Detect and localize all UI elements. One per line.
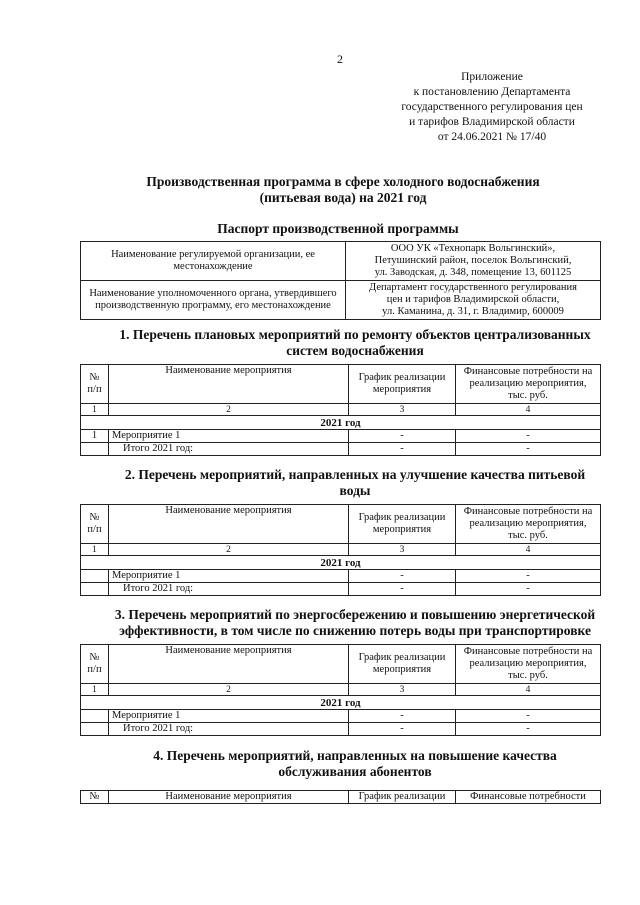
value-line: ул. Заводская, д. 348, помещение 13, 601125 <box>374 267 572 278</box>
heading-line: эффективности, в том числе по снижению потерь воды при транспортировке <box>119 623 591 638</box>
col-number: 4 <box>456 684 601 696</box>
col-number: 2 <box>109 684 349 696</box>
row-total-label: Итого 2021 год: <box>109 443 349 456</box>
appendix-line: к постановлению Департамента <box>413 86 571 98</box>
appendix-block <box>380 70 604 145</box>
year-label: 2021 год <box>81 696 601 710</box>
passport-label: Наименование регулируемой организации, ее местонахождение <box>81 242 346 281</box>
section-1-heading <box>95 327 615 359</box>
passport-title: Паспорт производственной программы <box>217 221 459 236</box>
title-line: Производственная программа в сфере холодного водоснабжения <box>146 174 540 189</box>
col-header-finance: Финансовые потребности на реализацию мероприятия, тыс. руб. <box>456 505 601 544</box>
column-number-row <box>81 404 601 416</box>
heading-line: 2. Перечень мероприятий, направленных на улучшение качества питьевой <box>124 467 586 482</box>
passport-value <box>346 242 601 281</box>
section-3-table <box>80 644 601 736</box>
row-num <box>81 443 109 456</box>
table-row <box>81 583 601 596</box>
col-number: 1 <box>81 404 109 416</box>
value-line: цен и тарифов Владимирской области, <box>386 294 560 305</box>
col-header-finance: Финансовые потребности <box>456 791 601 804</box>
table-row <box>81 281 601 320</box>
section-3-heading <box>95 607 615 639</box>
row-num <box>81 583 109 596</box>
col-number: 3 <box>349 684 456 696</box>
row-finance: - <box>456 570 601 583</box>
col-number: 1 <box>81 544 109 556</box>
row-total-label: Итого 2021 год: <box>109 723 349 736</box>
table-row <box>81 430 601 443</box>
table-row <box>81 570 601 583</box>
row-finance: - <box>456 710 601 723</box>
row-num <box>81 710 109 723</box>
row-schedule: - <box>349 583 456 596</box>
heading-line: 1. Перечень плановых мероприятий по ремонту объектов централизованных <box>119 327 591 342</box>
col-header-num: № п/п <box>81 645 109 684</box>
row-total-label: Итого 2021 год: <box>109 583 349 596</box>
col-header-finance: Финансовые потребности на реализацию мероприятия, тыс. руб. <box>456 645 601 684</box>
section-2-heading <box>95 467 615 499</box>
page-number: 2 <box>337 52 343 66</box>
row-finance: - <box>456 443 601 456</box>
section-4-heading <box>95 748 615 780</box>
row-num: 1 <box>81 430 109 443</box>
row-num <box>81 570 109 583</box>
col-header-schedule: График реализации мероприятия <box>349 505 456 544</box>
value-line: Департамент государственного регулирования <box>369 282 577 293</box>
row-name: Мероприятие 1 <box>109 570 349 583</box>
row-schedule: - <box>349 570 456 583</box>
row-name: Мероприятие 1 <box>109 710 349 723</box>
col-number: 4 <box>456 404 601 416</box>
col-header-name: Наименование мероприятия <box>109 791 349 804</box>
year-row <box>81 556 601 570</box>
heading-line: обслуживания абонентов <box>278 764 432 779</box>
table-row <box>81 710 601 723</box>
section-1-table <box>80 364 601 456</box>
header-row <box>81 365 601 404</box>
col-header-finance: Финансовые потребности на реализацию мероприятия, тыс. руб. <box>456 365 601 404</box>
heading-line: 4. Перечень мероприятий, направленных на повышение качества <box>153 748 557 763</box>
passport-value <box>346 281 601 320</box>
col-header-schedule: График реализации <box>349 791 456 804</box>
column-number-row <box>81 544 601 556</box>
appendix-line: и тарифов Владимирской области <box>409 116 575 128</box>
col-header-name: Наименование мероприятия <box>109 505 349 544</box>
title-line: (питьевая вода) на 2021 год <box>259 190 427 205</box>
table-row <box>81 723 601 736</box>
col-number: 2 <box>109 544 349 556</box>
document-title <box>78 174 608 206</box>
header-row <box>81 791 601 804</box>
row-schedule: - <box>349 430 456 443</box>
col-header-schedule: График реализации мероприятия <box>349 365 456 404</box>
year-label: 2021 год <box>81 556 601 570</box>
header-row <box>81 645 601 684</box>
col-number: 3 <box>349 544 456 556</box>
year-label: 2021 год <box>81 416 601 430</box>
section-2-table <box>80 504 601 596</box>
col-header-name: Наименование мероприятия <box>109 365 349 404</box>
section-4-table <box>80 790 601 804</box>
table-row <box>81 443 601 456</box>
appendix-line: государственного регулирования цен <box>401 101 583 113</box>
heading-line: 3. Перечень мероприятий по энергосбережению и повышению энергетической <box>114 607 596 622</box>
row-schedule: - <box>349 443 456 456</box>
year-row <box>81 416 601 430</box>
row-finance: - <box>456 583 601 596</box>
col-header-num: № п/п <box>81 365 109 404</box>
col-header-schedule: График реализации мероприятия <box>349 645 456 684</box>
passport-label: Наименование уполномоченного органа, утвердившего производственную программу, его местонахождение <box>81 281 346 320</box>
row-schedule: - <box>349 723 456 736</box>
value-line: ул. Каманина, д. 31, г. Владимир, 600009 <box>382 306 564 317</box>
header-row <box>81 505 601 544</box>
row-num <box>81 723 109 736</box>
row-schedule: - <box>349 710 456 723</box>
row-finance: - <box>456 723 601 736</box>
appendix-line: от 24.06.2021 № 17/40 <box>437 131 547 143</box>
heading-line: воды <box>339 483 371 498</box>
appendix-line: Приложение <box>461 71 523 83</box>
column-number-row <box>81 684 601 696</box>
table-row <box>81 242 601 281</box>
col-number: 2 <box>109 404 349 416</box>
passport-table <box>80 241 601 320</box>
col-number: 4 <box>456 544 601 556</box>
row-finance: - <box>456 430 601 443</box>
col-header-num: № <box>81 791 109 804</box>
col-number: 1 <box>81 684 109 696</box>
row-name: Мероприятие 1 <box>109 430 349 443</box>
col-number: 3 <box>349 404 456 416</box>
value-line: ООО УК «Технопарк Вольгинский», <box>390 243 556 254</box>
year-row <box>81 696 601 710</box>
col-header-name: Наименование мероприятия <box>109 645 349 684</box>
heading-line: систем водоснабжения <box>286 343 424 358</box>
col-header-num: № п/п <box>81 505 109 544</box>
value-line: Петушинский район, поселок Вольгинский, <box>374 255 572 266</box>
